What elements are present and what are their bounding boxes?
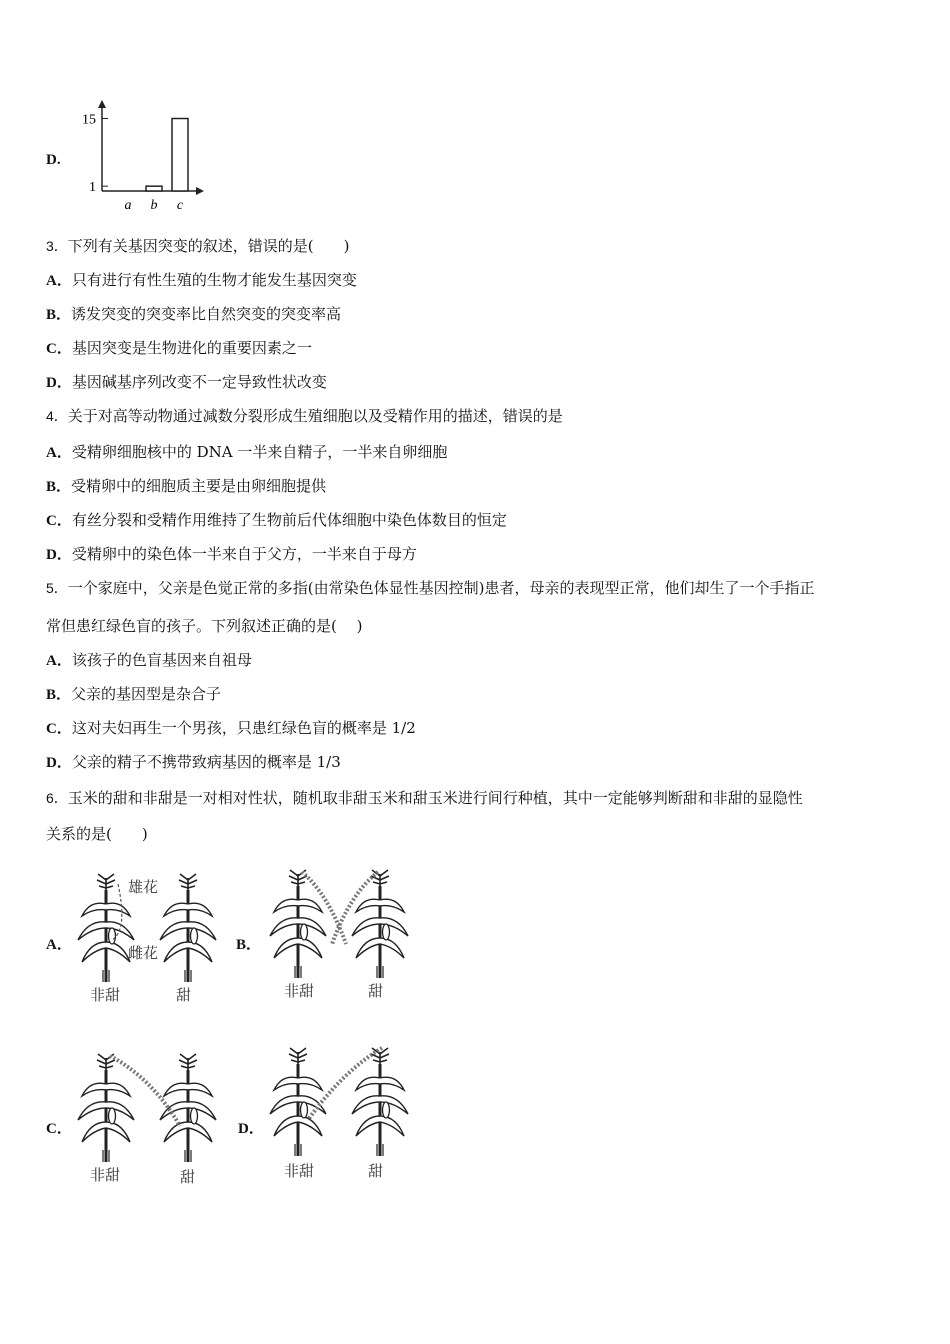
q6-figure-b bbox=[262, 864, 412, 1004]
chart-option-label: D. bbox=[46, 152, 61, 168]
male-flower-label: 雄花 bbox=[128, 878, 159, 896]
q6-figure-d bbox=[262, 1042, 412, 1182]
x-tick-b: b bbox=[150, 198, 158, 213]
q5-option-a[interactable]: A．该孩子的色盲基因来自祖母 bbox=[46, 651, 252, 669]
sweet-label: 甜 bbox=[368, 982, 384, 1000]
non-sweet-label: 非甜 bbox=[90, 1166, 121, 1184]
q6-figure-a-label[interactable]: A． bbox=[46, 937, 72, 953]
q3-option-a[interactable]: A．只有进行有性生殖的生物才能发生基因突变 bbox=[46, 271, 357, 289]
y-tick-label: 15 bbox=[82, 112, 96, 128]
corn-plant-icon bbox=[78, 874, 134, 982]
bar-c bbox=[172, 119, 188, 192]
non-sweet-label: 非甜 bbox=[284, 982, 315, 1000]
q6-stem-line1: 6．玉米的甜和非甜是一对相对性状，随机取非甜玉米和甜玉米进行间行种植，其中一定能够判断甜和非甜的显隐性 bbox=[46, 789, 803, 807]
q4-option-d[interactable]: D．受精卵中的染色体一半来自于父方，一半来自于母方 bbox=[46, 545, 417, 563]
q3-option-d[interactable]: D．基因碱基序列改变不一定导致性状改变 bbox=[46, 373, 327, 391]
non-sweet-label: 非甜 bbox=[284, 1162, 315, 1180]
q4-option-a[interactable]: A．受精卵细胞核中的 DNA 一半来自精子，一半来自卵细胞 bbox=[46, 443, 448, 461]
bar-b bbox=[146, 186, 162, 191]
y-tick-label: 1 bbox=[89, 180, 96, 196]
q3-option-b[interactable]: B．诱发突变的突变率比自然突变的突变率高 bbox=[46, 305, 342, 323]
q6-figure-b-label[interactable]: B． bbox=[236, 937, 262, 953]
q4-stem: 4．关于对高等动物通过减数分裂形成生殖细胞以及受精作用的描述，错误的是 bbox=[46, 407, 563, 425]
q6-figure-c-label[interactable]: C． bbox=[46, 1121, 72, 1137]
corn-plant-icon bbox=[270, 1048, 326, 1156]
q6-figure-c bbox=[72, 1048, 232, 1188]
sweet-label: 甜 bbox=[180, 1168, 196, 1186]
corn-plant-icon bbox=[160, 874, 216, 982]
corn-plant-icon bbox=[78, 1054, 134, 1162]
non-sweet-label: 非甜 bbox=[90, 986, 121, 1004]
q5-option-c[interactable]: C．这对夫妇再生一个男孩，只患红绿色盲的概率是 1/2 bbox=[46, 719, 416, 737]
female-flower-label: 雌花 bbox=[128, 944, 159, 962]
q4-option-b[interactable]: B．受精卵中的细胞质主要是由卵细胞提供 bbox=[46, 477, 327, 495]
sweet-label: 甜 bbox=[176, 986, 192, 1004]
corn-plant-icon bbox=[352, 1048, 408, 1156]
q4-option-c[interactable]: C．有丝分裂和受精作用维持了生物前后代体细胞中染色体数目的恒定 bbox=[46, 511, 507, 529]
sweet-label: 甜 bbox=[368, 1162, 384, 1180]
q6-figure-a bbox=[72, 870, 232, 1010]
q3-stem: 3．下列有关基因突变的叙述，错误的是( ) bbox=[46, 237, 350, 255]
q3-option-c[interactable]: C．基因突变是生物进化的重要因素之一 bbox=[46, 339, 312, 357]
q5-stem-line2: 常但患红绿色盲的孩子。下列叙述正确的是( ) bbox=[46, 617, 363, 635]
bar-chart bbox=[70, 96, 220, 214]
x-tick-a: a bbox=[124, 198, 132, 213]
corn-plant-icon bbox=[160, 1054, 216, 1162]
q5-option-d[interactable]: D．父亲的精子不携带致病基因的概率是 1/3 bbox=[46, 753, 341, 771]
q6-stem-line2: 关系的是( ) bbox=[46, 825, 148, 843]
x-tick-c: c bbox=[176, 198, 184, 213]
q6-figure-d-label[interactable]: D． bbox=[238, 1121, 264, 1137]
q5-stem-line1: 5．一个家庭中，父亲是色觉正常的多指(由常染色体显性基因控制)患者，母亲的表现型正常，他们却生了一个手指正 bbox=[46, 579, 815, 597]
corn-plant-icon bbox=[352, 870, 408, 978]
q5-option-b[interactable]: B．父亲的基因型是杂合子 bbox=[46, 685, 222, 703]
